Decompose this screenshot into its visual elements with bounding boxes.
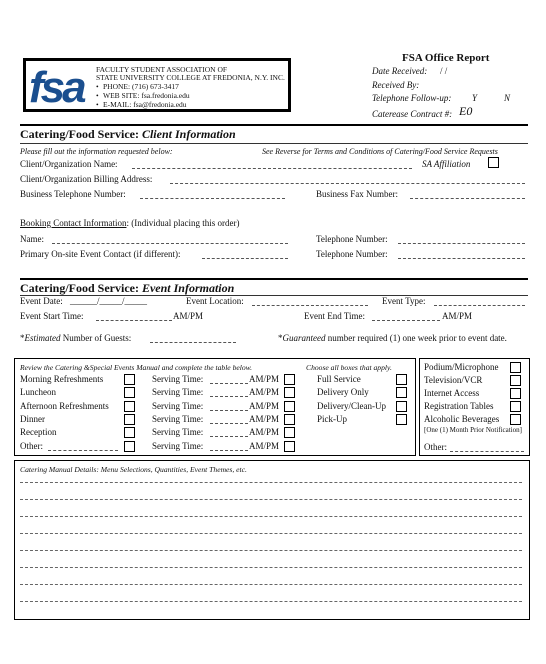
meal-label: Luncheon bbox=[20, 387, 56, 398]
meal-time-checkbox[interactable] bbox=[284, 401, 295, 412]
booking-contact-label: Booking Contact Information: (Individual placing this order) bbox=[20, 218, 240, 228]
meal-checkbox[interactable] bbox=[124, 401, 135, 412]
billing-address-label: Client/Organization Billing Address: bbox=[20, 174, 153, 184]
service-option-checkbox[interactable] bbox=[396, 387, 407, 398]
details-line[interactable] bbox=[20, 516, 522, 517]
choose-all-note: Choose all boxes that apply. bbox=[306, 363, 392, 372]
event-type-label: Event Type: bbox=[382, 296, 426, 306]
equipment-option-checkbox[interactable] bbox=[510, 362, 521, 373]
details-line[interactable] bbox=[20, 601, 522, 602]
date-received-slashes: / / bbox=[440, 66, 448, 76]
business-phone-label: Business Telephone Number: bbox=[20, 189, 126, 199]
service-option-label: Pick-Up bbox=[317, 413, 347, 424]
event-start-label: Event Start Time: bbox=[20, 311, 84, 321]
details-label: Catering Manual Details: Menu Selections, Quantities, Event Themes, etc. bbox=[20, 465, 247, 474]
serving-time-field[interactable] bbox=[210, 423, 248, 424]
serving-time-ampm: AM/PM bbox=[249, 427, 280, 438]
equipment-option-checkbox[interactable] bbox=[510, 401, 521, 412]
equipment-option-checkbox[interactable] bbox=[510, 388, 521, 399]
service-option-checkbox[interactable] bbox=[396, 401, 407, 412]
equipment-option-label: Internet Access bbox=[424, 388, 480, 398]
equipment-other-label: Other: bbox=[424, 442, 447, 452]
bullet: • bbox=[96, 82, 99, 91]
estimated-guests-label: *Estimated Number of Guests: bbox=[20, 333, 132, 343]
event-start-field[interactable] bbox=[96, 320, 172, 321]
meal-checkbox[interactable] bbox=[124, 427, 135, 438]
serving-time-label: Serving Time: bbox=[152, 387, 204, 398]
event-start-ampm: AM/PM bbox=[173, 311, 204, 321]
meal-other-field[interactable] bbox=[48, 450, 118, 451]
serving-time-ampm: AM/PM bbox=[249, 440, 280, 451]
equipment-option-checkbox[interactable] bbox=[510, 414, 521, 425]
service-option-label: Full Service bbox=[317, 374, 361, 384]
org-line2: STATE UNIVERSITY COLLEGE AT FREDONIA, N.Y. INC. bbox=[96, 73, 285, 82]
event-location-label: Event Location: bbox=[186, 296, 244, 306]
followup-yes: Y bbox=[472, 93, 478, 103]
event-location-field[interactable] bbox=[252, 305, 368, 306]
org-phone: PHONE: (716) 673-3417 bbox=[103, 82, 179, 91]
serving-time-label: Serving Time: bbox=[152, 374, 204, 384]
name-label: Name: bbox=[20, 234, 44, 244]
svg-text:fsa: fsa bbox=[29, 63, 84, 108]
meal-time-checkbox[interactable] bbox=[284, 374, 295, 385]
meal-checkbox[interactable] bbox=[124, 414, 135, 425]
event-end-field[interactable] bbox=[372, 320, 440, 321]
details-line[interactable] bbox=[20, 550, 522, 551]
meal-checkbox[interactable] bbox=[124, 374, 135, 385]
meal-time-checkbox[interactable] bbox=[284, 387, 295, 398]
service-option-checkbox[interactable] bbox=[396, 414, 407, 425]
meal-time-checkbox[interactable] bbox=[284, 427, 295, 438]
details-line[interactable] bbox=[20, 584, 522, 585]
meal-time-checkbox[interactable] bbox=[284, 414, 295, 425]
serving-time-ampm: AM/PM bbox=[249, 400, 280, 411]
client-section-title: Catering/Food Service: Client Information bbox=[20, 127, 236, 141]
details-line[interactable] bbox=[20, 499, 522, 500]
equipment-option-checkbox[interactable] bbox=[510, 375, 521, 386]
section-rule bbox=[20, 124, 528, 126]
sa-affiliation-checkbox[interactable] bbox=[488, 157, 499, 168]
org-website[interactable]: WEB SITE: fsa.fredonia.edu bbox=[103, 91, 190, 100]
client-org-name-label: Client/Organization Name: bbox=[20, 159, 118, 169]
event-section-title: Catering/Food Service: Event Information bbox=[20, 281, 235, 295]
serving-time-label: Serving Time: bbox=[152, 427, 204, 438]
meal-label: Other: bbox=[20, 440, 43, 451]
telephone-number-field[interactable] bbox=[398, 243, 525, 244]
telephone-number-label: Telephone Number: bbox=[316, 249, 388, 259]
fsa-logo bbox=[28, 62, 88, 108]
guaranteed-note: *Guaranteed number required (1) one week prior to event date. bbox=[278, 333, 507, 343]
service-option-label: Delivery Only bbox=[317, 387, 369, 398]
primary-onsite-label: Primary On-site Event Contact (if different): bbox=[20, 249, 181, 259]
event-end-ampm: AM/PM bbox=[442, 311, 473, 321]
one-month-note: [One (1) Month Prior Notification] bbox=[424, 426, 522, 434]
equipment-option-label: Television/VCR bbox=[424, 375, 483, 385]
serving-time-field[interactable] bbox=[210, 450, 248, 451]
review-note: Review the Catering &Special Events Manual and complete the table below. bbox=[20, 363, 253, 372]
estimated-guests-field[interactable] bbox=[150, 342, 236, 343]
meal-label: Dinner bbox=[20, 413, 45, 424]
sa-affiliation-label: SA Affiliation bbox=[422, 159, 471, 169]
details-line[interactable] bbox=[20, 533, 522, 534]
caterease-contract-value: E0 bbox=[459, 104, 473, 118]
bullet: • bbox=[96, 91, 99, 100]
name-field[interactable] bbox=[52, 243, 288, 244]
serving-time-label: Serving Time: bbox=[152, 440, 204, 451]
event-end-label: Event End Time: bbox=[304, 311, 366, 321]
telephone-number-label: Telephone Number: bbox=[316, 234, 388, 244]
serving-time-label: Serving Time: bbox=[152, 400, 204, 411]
telephone-number-field[interactable] bbox=[398, 258, 525, 259]
org-email[interactable]: E-MAIL: fsa@fredonia.edu bbox=[103, 100, 187, 109]
serving-time-ampm: AM/PM bbox=[249, 413, 280, 424]
meal-label: Reception bbox=[20, 427, 57, 438]
bullet: • bbox=[96, 100, 99, 109]
details-line[interactable] bbox=[20, 482, 522, 483]
details-line[interactable] bbox=[20, 567, 522, 568]
equipment-option-label: Alcoholic Beverages bbox=[424, 414, 500, 424]
event-date-label: Event Date: bbox=[20, 296, 63, 306]
equipment-option-label: Registration Tables bbox=[424, 401, 494, 411]
section-rule bbox=[20, 278, 528, 280]
serving-time-ampm: AM/PM bbox=[249, 374, 280, 384]
service-option-checkbox[interactable] bbox=[396, 374, 407, 385]
section-rule bbox=[20, 143, 528, 144]
serving-time-field[interactable] bbox=[210, 383, 248, 384]
serving-time-field[interactable] bbox=[210, 436, 248, 437]
event-date-field[interactable]: ______/_____/_____ bbox=[70, 296, 148, 306]
meal-checkbox[interactable] bbox=[124, 441, 135, 452]
equipment-other-field[interactable] bbox=[450, 451, 524, 452]
serving-time-field[interactable] bbox=[210, 396, 248, 397]
details-box bbox=[14, 460, 530, 620]
meal-time-checkbox[interactable] bbox=[284, 441, 295, 452]
business-fax-label: Business Fax Number: bbox=[316, 189, 398, 199]
serving-time-ampm: AM/PM bbox=[249, 387, 280, 398]
date-received-label: Date Received: bbox=[372, 66, 428, 76]
event-type-field[interactable] bbox=[434, 305, 525, 306]
org-line1: FACULTY STUDENT ASSOCIATION OF bbox=[96, 65, 228, 74]
business-phone-field[interactable] bbox=[140, 198, 285, 199]
meal-checkbox[interactable] bbox=[124, 387, 135, 398]
primary-onsite-field[interactable] bbox=[202, 258, 288, 259]
followup-no: N bbox=[504, 93, 511, 103]
meal-label: Afternoon Refreshments bbox=[20, 400, 109, 411]
client-org-name-field[interactable] bbox=[132, 168, 412, 169]
see-reverse-note: See Reverse for Terms and Conditions of Catering/Food Service Requests bbox=[262, 147, 498, 156]
caterease-contract-label: Caterease Contract #: bbox=[372, 109, 453, 119]
received-by-label: Received By: bbox=[372, 80, 420, 90]
business-fax-field[interactable] bbox=[410, 198, 525, 199]
meal-label: Morning Refreshments bbox=[20, 374, 104, 384]
fill-out-note: Please fill out the information requested below: bbox=[20, 147, 173, 156]
equipment-option-label: Podium/Microphone bbox=[424, 362, 499, 372]
serving-time-field[interactable] bbox=[210, 410, 248, 411]
serving-time-label: Serving Time: bbox=[152, 413, 204, 424]
office-report-title: FSA Office Report bbox=[402, 52, 490, 64]
telephone-followup-label: Telephone Follow-up: bbox=[372, 93, 452, 103]
service-option-label: Delivery/Clean-Up bbox=[317, 400, 386, 411]
billing-address-field[interactable] bbox=[170, 183, 525, 184]
